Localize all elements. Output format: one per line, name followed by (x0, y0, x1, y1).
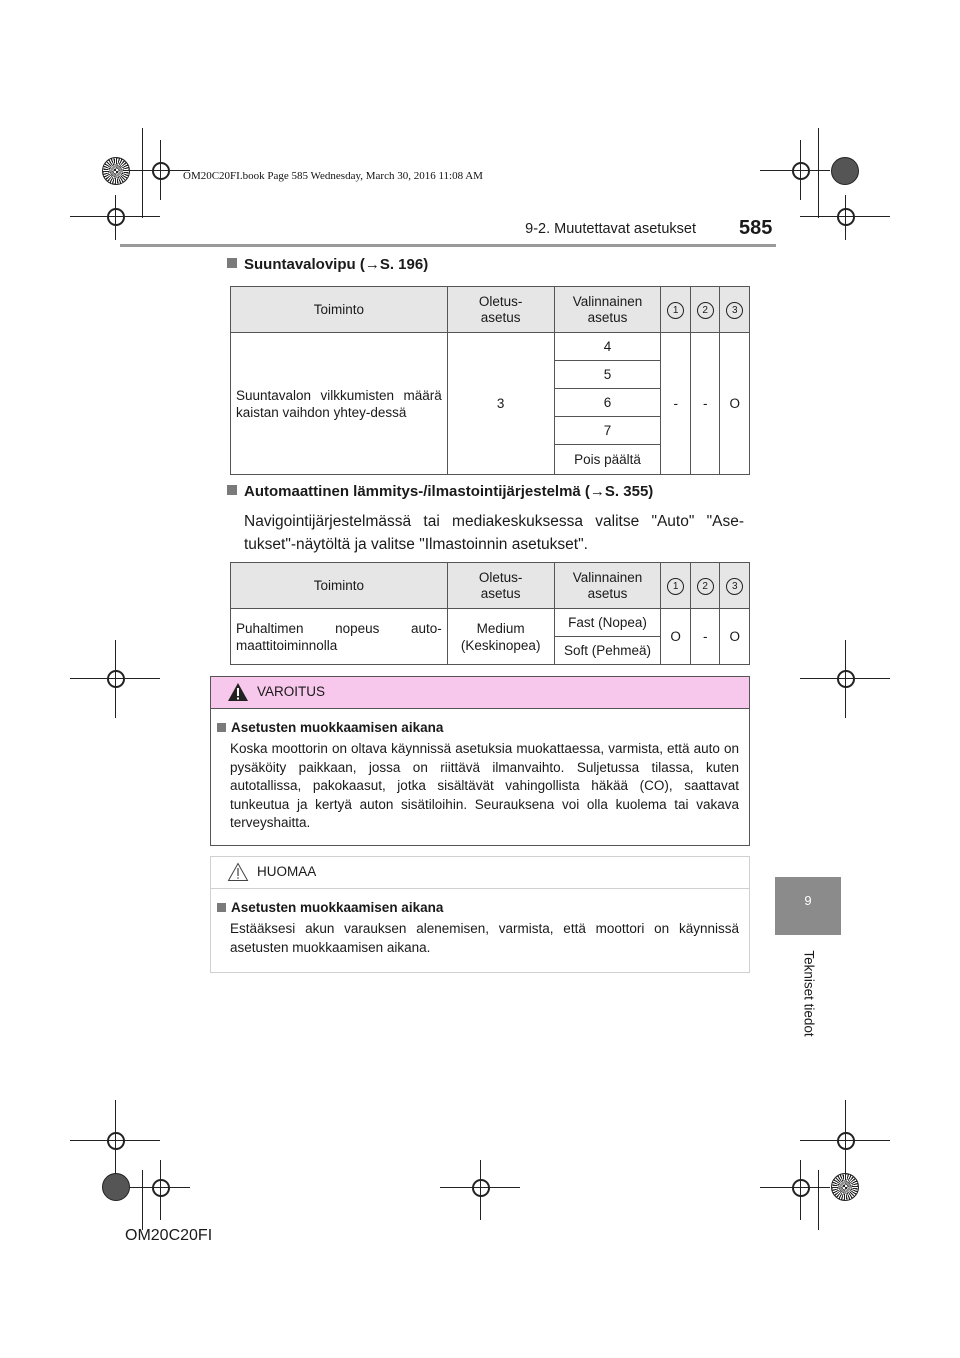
section-heading-text: Automaattinen lämmitys-/ilmastointijärjestelmä (→S. 355) (244, 483, 654, 500)
registration-solid-icon (102, 1173, 130, 1201)
table-cell-option: 7 (554, 417, 661, 445)
table-cell-c1: - (661, 333, 691, 475)
table-cell-function: Suuntavalon vilkkumisten määrä kaistan vaihdon yhtey-dessä (231, 333, 448, 475)
square-bullet-icon (217, 723, 226, 732)
table-cell-option: 4 (554, 333, 661, 361)
section-paragraph: Navigointijärjestelmässä tai mediakeskuksessa valitse "Auto" "Ase-tukset"-näytöltä ja valitse "Ilmastoinnin asetukset". (244, 513, 744, 553)
crosshair-icon (792, 162, 810, 180)
table-header: Toiminto (231, 287, 448, 333)
table-header: 2 (690, 563, 720, 609)
table-header: Valinnainen asetus (554, 563, 661, 609)
crosshair-icon (107, 1132, 125, 1150)
chapter-label-text: Tekniset tiedot (801, 950, 817, 1037)
table-header: 1 (661, 287, 691, 333)
warning-label: VAROITUS (257, 684, 326, 699)
table-cell-option: 5 (554, 361, 661, 389)
warning-triangle-icon (227, 682, 249, 702)
table-header: Valinnainen asetus (554, 287, 661, 333)
crosshair-icon (107, 670, 125, 688)
table-cell-default: Medium (Keskinopea) (447, 609, 554, 665)
table-header: 2 (690, 287, 720, 333)
notice-label: HUOMAA (257, 864, 317, 879)
square-bullet-icon (227, 485, 237, 495)
registration-sunburst-icon (102, 157, 130, 185)
table-cell-function: Puhaltimen nopeus auto-maattitoiminnolla (231, 609, 448, 665)
table-header: Oletus- asetus (447, 563, 554, 609)
warning-header (211, 677, 749, 709)
crosshair-icon (837, 208, 855, 226)
registration-sunburst-icon (831, 1173, 859, 1201)
chapter-label (798, 942, 818, 1052)
settings-table (230, 562, 750, 665)
warning-heading (217, 720, 443, 735)
table-cell-c3: O (720, 333, 750, 475)
chapter-tab (775, 877, 841, 935)
notice-body: Estääksesi akun varauksen alenemisen, varmista, että moottori on käynnissä asetusten muokkaamisen aikana. (230, 921, 739, 955)
print-mark: OM20C20FI.book Page 585 Wednesday, March 30, 2016 11:08 AM (183, 170, 483, 182)
chapter-number: 9 (804, 893, 812, 908)
table-cell-c1: O (661, 609, 691, 665)
section-heading (227, 256, 428, 273)
table-cell-option: Soft (Pehmeä) (554, 637, 661, 665)
table-cell-c2: - (690, 333, 720, 475)
notice-heading (217, 900, 443, 915)
warning-box (210, 676, 750, 846)
warning-heading-text: Asetusten muokkaamisen aikana (231, 720, 444, 735)
crosshair-icon (472, 1179, 490, 1197)
table-cell-default: 3 (447, 333, 554, 475)
notice-box (210, 856, 750, 973)
crosshair-icon (107, 208, 125, 226)
table-header: 3 (720, 563, 750, 609)
section-heading (227, 483, 653, 500)
notice-heading-text: Asetusten muokkaamisen aikana (231, 900, 444, 915)
section-header: 9-2. Muutettavat asetukset (525, 221, 696, 237)
settings-table (230, 286, 750, 475)
caution-triangle-icon (227, 862, 249, 882)
table-cell-option: 6 (554, 389, 661, 417)
table-header: Oletus- asetus (447, 287, 554, 333)
table-header: 3 (720, 287, 750, 333)
crosshair-icon (837, 670, 855, 688)
square-bullet-icon (227, 258, 237, 268)
crosshair-icon (152, 162, 170, 180)
table-header: Toiminto (231, 563, 448, 609)
page-number: 585 (739, 217, 773, 239)
table-cell-c2: - (690, 609, 720, 665)
table-cell-c3: O (720, 609, 750, 665)
crosshair-icon (792, 1179, 810, 1197)
table-cell-option: Fast (Nopea) (554, 609, 661, 637)
notice-header (211, 857, 749, 889)
header-rule (120, 244, 776, 247)
square-bullet-icon (217, 903, 226, 912)
crosshair-icon (837, 1132, 855, 1150)
document-code: OM20C20FI (125, 1227, 213, 1244)
warning-body: Koska moottorin on oltava käynnissä asetuksia muokattaessa, varmista, että auto on pysäköity paikkaan, jossa on riittävä ilmanvaihto. Suljetussa tilassa, kuten autotallissa, pakokaasut, jotka sisältävät vahingollista häkää (CO), saattavat tunkeutua ja kertyä auton sisätiloihin. Seurauksena voi olla kuolema tai vakava terveyshaitta. (230, 741, 739, 830)
crosshair-icon (152, 1179, 170, 1197)
registration-solid-icon (831, 157, 859, 185)
table-header: 1 (661, 563, 691, 609)
table-cell-option: Pois päältä (554, 445, 661, 475)
section-heading-text: Suuntavalovipu (→S. 196) (244, 256, 429, 273)
